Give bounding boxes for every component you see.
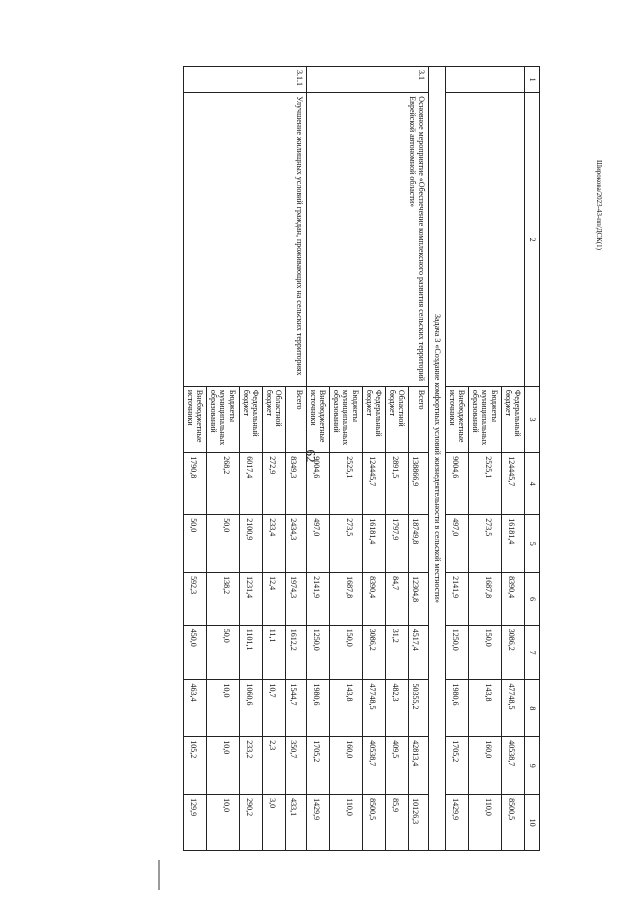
value-cell: 497,0 [306, 515, 329, 573]
value-cell: 150,0 [469, 625, 502, 680]
table-row [409, 67, 429, 851]
value-cell: 4517,4 [409, 625, 429, 680]
column-header: 3 [525, 386, 540, 452]
value-cell: 268,2 [207, 453, 240, 515]
value-cell: 129,9 [183, 795, 206, 851]
value-cell: 50,0 [183, 515, 206, 573]
value-cell: 8349,3 [286, 453, 306, 515]
value-cell: 31,2 [385, 625, 408, 680]
value-cell: 1687,8 [330, 573, 363, 626]
column-header: 2 [525, 93, 540, 387]
value-cell: 10126,3 [409, 795, 429, 851]
value-cell: 2141,9 [306, 573, 329, 626]
value-cell: 8500,5 [362, 795, 385, 851]
value-cell: 2525,1 [469, 453, 502, 515]
value-cell: 1705,2 [445, 737, 468, 795]
value-cell: 110,0 [330, 795, 363, 851]
value-cell: 8390,4 [501, 573, 524, 626]
value-cell: 592,3 [183, 573, 206, 626]
value-cell: 497,0 [445, 515, 468, 573]
value-cell: 273,5 [330, 515, 363, 573]
value-cell: 2,3 [263, 737, 286, 795]
row-number: 3.1.1 [183, 67, 306, 93]
value-cell: 272,9 [263, 453, 286, 515]
funding-source: Федеральный бюджет [239, 386, 262, 452]
value-cell: 12,4 [263, 573, 286, 626]
rotated-table-container [115, 66, 540, 851]
value-cell: 2891,5 [385, 453, 408, 515]
value-cell: 16181,4 [501, 515, 524, 573]
page-number: 62 [303, 449, 319, 463]
funding-source: Внебюджетные источники [306, 386, 329, 452]
task-title: Задача 3 «Создание комфортных условий жизнедеятельности в сельской местности» [429, 67, 445, 851]
column-header: 6 [525, 573, 540, 626]
value-cell: 10,0 [207, 737, 240, 795]
funding-source: Бюджеты муниципальных образований [330, 386, 363, 452]
value-cell: 105,2 [183, 737, 206, 795]
column-header: 5 [525, 515, 540, 573]
value-cell: 18749,8 [409, 515, 429, 573]
value-cell: 9004,6 [306, 453, 329, 515]
value-cell: 12304,8 [409, 573, 429, 626]
document-reference: Широкова/2023-43-пп/ДСК(1) [595, 160, 603, 250]
value-cell: 1974,3 [286, 573, 306, 626]
table-row [286, 67, 306, 851]
value-cell: 50,0 [207, 515, 240, 573]
value-cell: 50,0 [207, 625, 240, 680]
value-cell: 1790,8 [183, 453, 206, 515]
value-cell: 2525,1 [330, 453, 363, 515]
value-cell: 110,0 [469, 795, 502, 851]
value-cell: 50355,2 [409, 680, 429, 737]
row-title-cell [445, 93, 524, 387]
activity-title: Основное мероприятие «Обеспечение комплексного развития сельских территорий Еврейской автономной области» [306, 93, 429, 387]
column-header: 8 [525, 680, 540, 737]
table-row [501, 67, 524, 851]
header-row [525, 67, 540, 851]
value-cell: 450,0 [183, 625, 206, 680]
value-cell: 10,7 [263, 680, 286, 737]
activity-title: Улучшение жилищных условий граждан, проживающих на сельских территориях [183, 93, 306, 387]
value-cell: 1429,9 [306, 795, 329, 851]
value-cell: 42813,4 [409, 737, 429, 795]
funding-source: Федеральный бюджет [501, 386, 524, 452]
value-cell: 482,3 [385, 680, 408, 737]
value-cell: 233,4 [263, 515, 286, 573]
funding-source: Внебюджетные источники [445, 386, 468, 452]
value-cell: 1797,9 [385, 515, 408, 573]
funding-source: Всего [409, 386, 429, 452]
value-cell: 1612,2 [286, 625, 306, 680]
value-cell: 124445,7 [501, 453, 524, 515]
column-header: 4 [525, 453, 540, 515]
value-cell: 8500,5 [501, 795, 524, 851]
value-cell: 84,7 [385, 573, 408, 626]
value-cell: 1101,1 [239, 625, 262, 680]
value-cell: 1231,4 [239, 573, 262, 626]
value-cell: 3086,2 [362, 625, 385, 680]
value-cell: 10,0 [207, 795, 240, 851]
funding-source: Всего [286, 386, 306, 452]
task-row [429, 67, 445, 851]
value-cell: 16181,4 [362, 515, 385, 573]
value-cell: 143,8 [469, 680, 502, 737]
value-cell: 143,8 [330, 680, 363, 737]
value-cell: 2141,9 [445, 573, 468, 626]
value-cell: 2434,3 [286, 515, 306, 573]
value-cell: 3086,2 [501, 625, 524, 680]
value-cell: 124445,7 [362, 453, 385, 515]
funding-source: Бюджеты муниципальных образований [469, 386, 502, 452]
value-cell: 160,0 [330, 737, 363, 795]
scan-edge-mark [158, 860, 160, 890]
column-header: 10 [525, 795, 540, 851]
column-header: 9 [525, 737, 540, 795]
column-header: 7 [525, 625, 540, 680]
value-cell: 273,5 [469, 515, 502, 573]
value-cell: 1687,8 [469, 573, 502, 626]
value-cell: 1250,0 [445, 625, 468, 680]
funding-source: Внебюджетные источники [183, 386, 206, 452]
value-cell: 290,2 [239, 795, 262, 851]
value-cell: 8390,4 [362, 573, 385, 626]
value-cell: 1544,7 [286, 680, 306, 737]
value-cell: 40538,7 [501, 737, 524, 795]
row-number-cell [445, 67, 524, 93]
value-cell: 350,7 [286, 737, 306, 795]
value-cell: 10,0 [207, 680, 240, 737]
value-cell: 3,0 [263, 795, 286, 851]
value-cell: 85,9 [385, 795, 408, 851]
value-cell: 463,4 [183, 680, 206, 737]
value-cell: 11,1 [263, 625, 286, 680]
value-cell: 433,1 [286, 795, 306, 851]
value-cell: 2100,9 [239, 515, 262, 573]
value-cell: 6017,4 [239, 453, 262, 515]
value-cell: 40538,7 [362, 737, 385, 795]
value-cell: 138866,9 [409, 453, 429, 515]
funding-source: Бюджеты муниципальных образований [207, 386, 240, 452]
value-cell: 1429,9 [445, 795, 468, 851]
value-cell: 160,0 [469, 737, 502, 795]
value-cell: 1980,6 [306, 680, 329, 737]
value-cell: 150,0 [330, 625, 363, 680]
funding-source: Областной бюджет [385, 386, 408, 452]
value-cell: 1705,2 [306, 737, 329, 795]
column-header: 1 [525, 67, 540, 93]
value-cell: 47748,5 [362, 680, 385, 737]
table-body [183, 67, 539, 851]
value-cell: 9004,6 [445, 453, 468, 515]
row-number: 3.1 [306, 67, 429, 93]
value-cell: 233,2 [239, 737, 262, 795]
funding-source: Федеральный бюджет [362, 386, 385, 452]
value-cell: 1980,6 [445, 680, 468, 737]
value-cell: 47748,5 [501, 680, 524, 737]
funding-source: Областной бюджет [263, 386, 286, 452]
value-cell: 1250,0 [306, 625, 329, 680]
value-cell: 1060,6 [239, 680, 262, 737]
budget-table [183, 66, 540, 851]
value-cell: 409,5 [385, 737, 408, 795]
value-cell: 138,2 [207, 573, 240, 626]
